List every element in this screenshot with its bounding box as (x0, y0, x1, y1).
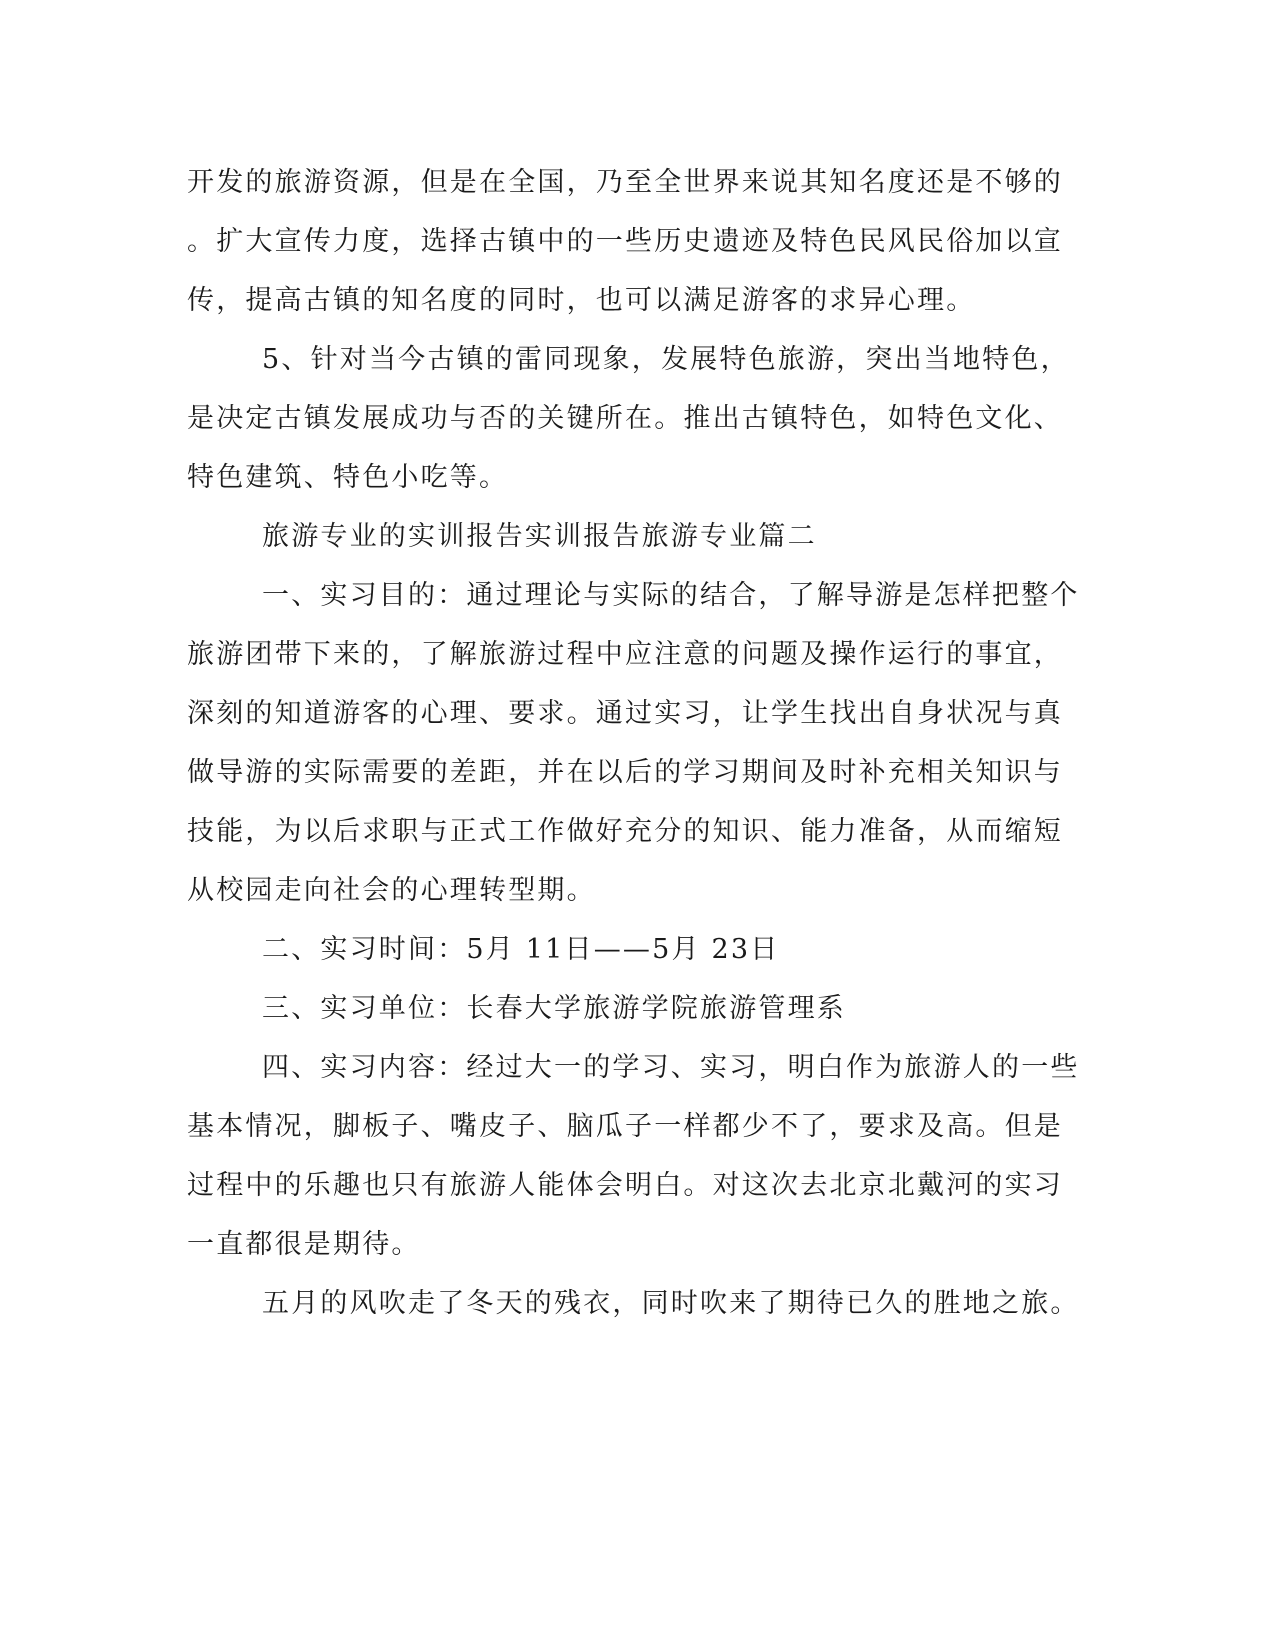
paragraph-first-line: 二、实习时间：5月 11日——5月 23日 (262, 934, 780, 965)
text-line: 做导游的实际需要的差距，并在以后的学习期间及时补充相关知识与 (187, 757, 1063, 788)
text-line: 特色建筑、特色小吃等。 (187, 462, 509, 493)
text-line: 从校园走向社会的心理转型期。 (187, 875, 596, 906)
text-line: 。扩大宣传力度，选择古镇中的一些历史遗迹及特色民风民俗加以宣 (187, 226, 1063, 257)
paragraph-first-line: 四、实习内容：经过大一的学习、实习，明白作为旅游人的一些 (262, 1052, 1080, 1083)
paragraph-first-line: 5、针对当今古镇的雷同现象，发展特色旅游，突出当地特色， (262, 344, 1070, 375)
text-line: 技能，为以后求职与正式工作做好充分的知识、能力准备，从而缩短 (187, 816, 1063, 847)
paragraph-first-line: 三、实习单位：长春大学旅游学院旅游管理系 (262, 993, 846, 1024)
text-line: 旅游团带下来的，了解旅游过程中应注意的问题及操作运行的事宜， (187, 639, 1063, 670)
text-line: 深刻的知道游客的心理、要求。通过实习，让学生找出自身状况与真 (187, 698, 1063, 729)
text-line: 过程中的乐趣也只有旅游人能体会明白。对这次去北京北戴河的实习 (187, 1170, 1063, 1201)
text-line: 基本情况，脚板子、嘴皮子、脑瓜子一样都少不了，要求及高。但是 (187, 1111, 1063, 1142)
text-line: 开发的旅游资源，但是在全国，乃至全世界来说其知名度还是不够的 (187, 167, 1063, 198)
text-line: 一直都很是期待。 (187, 1229, 421, 1260)
section-heading: 旅游专业的实训报告实训报告旅游专业篇二 (262, 521, 817, 552)
text-line: 传，提高古镇的知名度的同时，也可以满足游客的求异心理。 (187, 285, 976, 316)
paragraph-first-line: 五月的风吹走了冬天的残衣，同时吹来了期待已久的胜地之旅。 (262, 1288, 1080, 1319)
text-line: 是决定古镇发展成功与否的关键所在。推出古镇特色，如特色文化、 (187, 403, 1063, 434)
paragraph-first-line: 一、实习目的：通过理论与实际的结合，了解导游是怎样把整个 (262, 580, 1080, 611)
